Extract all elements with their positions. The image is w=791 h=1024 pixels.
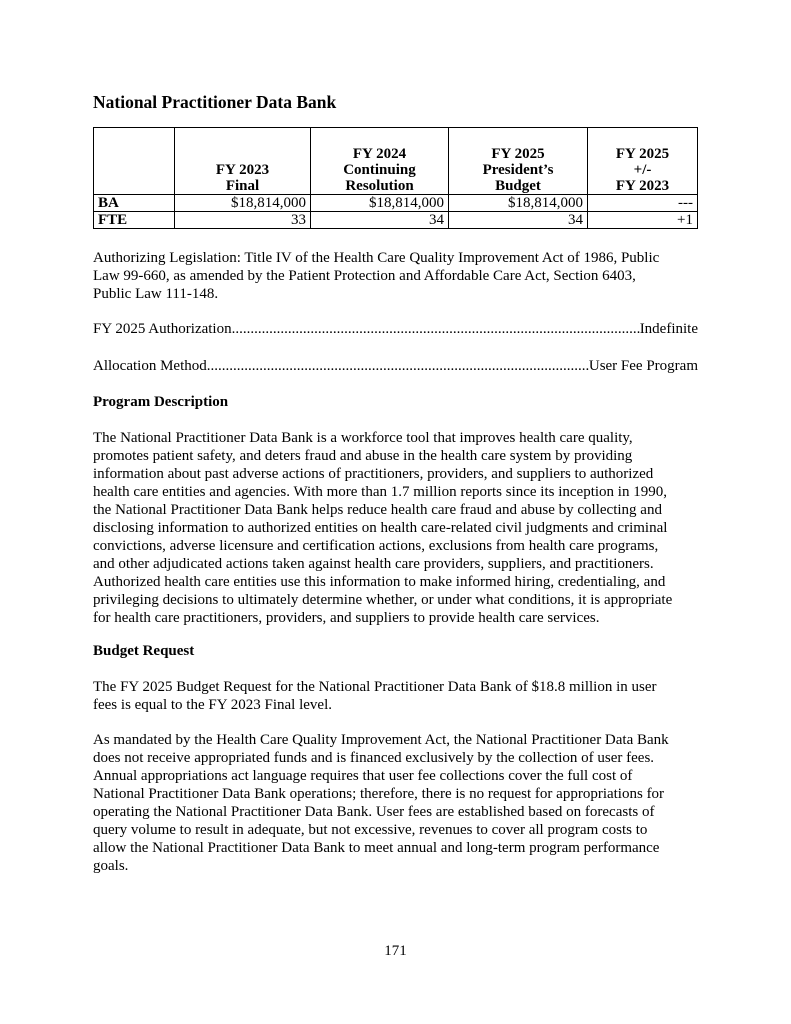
page-number: 171: [384, 943, 407, 959]
row-label: BA: [94, 195, 175, 212]
row-label: FTE: [94, 212, 175, 229]
leader-dots: [232, 320, 640, 338]
header-line: Resolution: [345, 178, 414, 194]
header-cell: [94, 128, 175, 195]
table-row: [94, 212, 698, 229]
table-cell: 33: [175, 212, 311, 229]
authorization-line: [93, 320, 698, 338]
header-cell: [311, 128, 449, 195]
budget-request-heading: Budget Request: [93, 643, 195, 659]
authorization-label: FY 2025 Authorization: [93, 321, 232, 337]
text-line: health care entities and agencies. With more than 1.7 million reports since its inception in 1990,: [93, 484, 667, 500]
budget-request-paragraph-1: [93, 678, 657, 714]
text-line: for health care practitioners, providers, and suppliers to provide health care services.: [93, 610, 600, 626]
table-cell: $18,814,000: [311, 195, 449, 212]
table-cell: +1: [588, 212, 698, 229]
text-line: information about past adverse actions of practitioners, providers, and suppliers to authorized: [93, 466, 654, 482]
text-line: Authorized health care entities use this information to make informed hiring, credentialing, and: [93, 574, 666, 590]
text-line: convictions, adverse licensure and certification actions, exclusions from health care programs,: [93, 538, 659, 554]
text-line: As mandated by the Health Care Quality Improvement Act, the National Practitioner Data Bank: [93, 732, 669, 748]
header-line: Continuing: [343, 162, 416, 178]
program-description-text: [93, 429, 672, 627]
budget-table: [93, 127, 698, 229]
header-line: FY 2023: [615, 178, 670, 194]
text-line: National Practitioner Data Bank operations; therefore, there is no request for appropriations for: [93, 786, 665, 802]
header-line: +/-: [633, 162, 652, 178]
text-line: operating the National Practitioner Data Bank. User fees are established based on forecasts of: [93, 804, 655, 820]
header-cell: [175, 128, 311, 195]
text-line: Law 99-660, as amended by the Patient Protection and Affordable Care Act, Section 6403,: [93, 268, 636, 284]
program-description-heading: Program Description: [93, 394, 229, 410]
authorization-value: Indefinite: [639, 321, 698, 337]
header-line: FY 2024: [352, 146, 407, 162]
header-line: FY 2023: [215, 162, 270, 178]
table-cell: $18,814,000: [449, 195, 588, 212]
allocation-label: Allocation Method: [93, 358, 207, 374]
allocation-value: User Fee Program: [588, 358, 698, 374]
header-line: FY 2025: [615, 146, 670, 162]
header-line: FY 2025: [491, 146, 545, 162]
authorizing-legislation: [93, 249, 659, 303]
text-line: and other adjudicated actions taken against health care providers, suppliers, and practitioners.: [93, 556, 654, 572]
text-line: does not receive appropriated funds and is financed exclusively by the collection of user fees.: [93, 750, 655, 766]
text-line: Annual appropriations act language requires that user fee collections cover the full cost of: [93, 768, 633, 784]
text-line: allow the National Practitioner Data Bank to meet annual and long-term program performance: [93, 840, 660, 856]
budget-request-paragraph-2: [93, 731, 669, 875]
page-title: National Practitioner Data Bank: [93, 92, 337, 112]
text-line: privileging decisions to ultimately determine whether, or under what conditions, it is appropriate: [93, 592, 673, 608]
text-line: promotes patient safety, and deters fraud and abuse in the health care system by providing: [93, 448, 633, 464]
text-line: the National Practitioner Data Bank helps reduce health care fraud and abuse by collecting and: [93, 502, 662, 518]
header-cell: [449, 128, 588, 195]
text-line: Authorizing Legislation: Title IV of the Health Care Quality Improvement Act of 1986, Public: [93, 250, 660, 266]
allocation-line: [93, 357, 698, 375]
header-line: President’s: [482, 162, 554, 178]
table-cell: ---: [588, 195, 698, 212]
header-line: Final: [225, 178, 260, 194]
header-cell: [588, 128, 698, 195]
text-line: query volume to result in adequate, but not excessive, revenues to cover all program costs to: [93, 822, 648, 838]
text-line: goals.: [93, 858, 129, 874]
text-line: disclosing information to authorized entities on health care-related civil judgments and criminal: [93, 520, 668, 536]
text-line: fees is equal to the FY 2023 Final level.: [93, 697, 332, 713]
table-header-row: [94, 128, 698, 195]
table-cell: $18,814,000: [175, 195, 311, 212]
header-line: Budget: [495, 178, 541, 194]
text-line: The FY 2025 Budget Request for the National Practitioner Data Bank of $18.8 million in user: [93, 679, 657, 695]
table-cell: 34: [449, 212, 588, 229]
leader-dots: [207, 357, 589, 375]
text-line: Public Law 111-148.: [93, 286, 219, 302]
table-cell: 34: [311, 212, 449, 229]
text-line: The National Practitioner Data Bank is a workforce tool that improves health care quality,: [93, 430, 633, 446]
table-row: [94, 195, 698, 212]
